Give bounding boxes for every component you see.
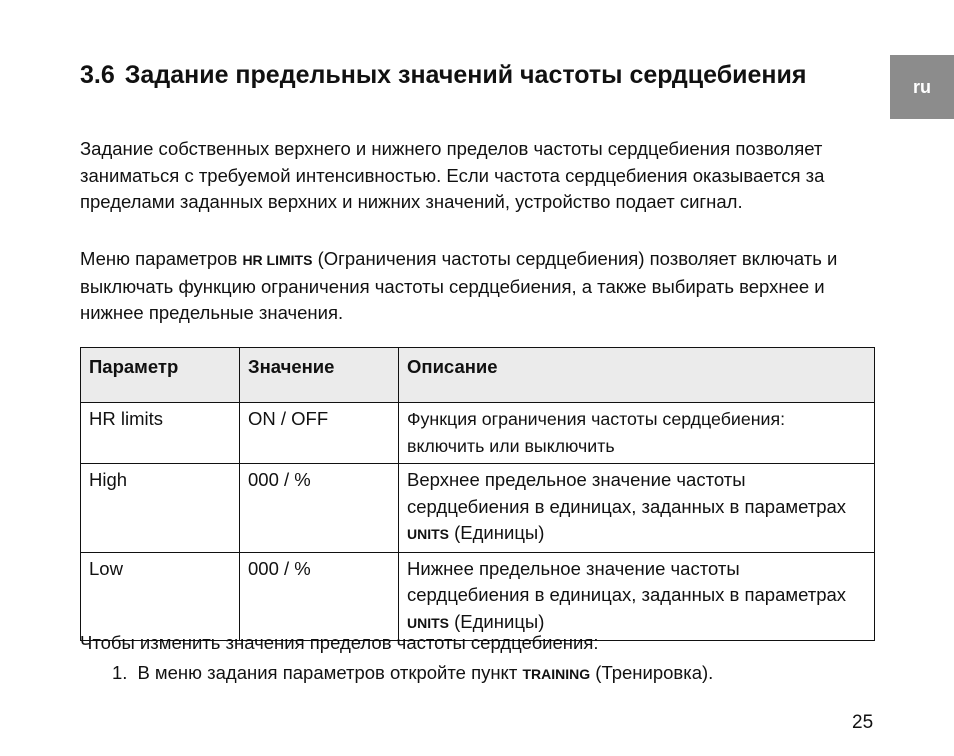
header-parameter: Параметр [81,348,240,403]
header-value: Значение [240,348,399,403]
step-text: В меню задания параметров откройте пункт [137,662,523,683]
param-cell: High [81,464,240,553]
description-text: Верхнее предельное значение частоты сердцебиения в единицах, заданных в параметрах [407,469,847,517]
section-number: 3.6 [80,61,115,89]
description-cell [399,464,875,553]
menu-name-hr-limits: HR LIMITS [242,252,313,268]
intro-paragraph: Задание собственных верхнего и нижнего пределов частоты сердцебиения позволяет заниматься с требуемой интенсивностью. Если частота сердцебиения оказывается за пределами заданных верхних и нижних значений, устройство подает сигнал. [80,138,825,212]
value-cell: ON / OFF [240,403,399,464]
table-row [81,464,875,553]
step-text-after: (Тренировка). [590,662,714,683]
description-tail: (Единицы) [449,522,545,543]
table-row [81,552,875,641]
value-cell: 000 / % [240,552,399,641]
param-cell: Low [81,552,240,641]
table-header-row [81,348,875,403]
menu-paragraph-before: Меню параметров [80,248,243,269]
menu-paragraph-after: (Ограничения частоты сердцебиения) позволяет включать и выключать функцию ограничения частоты сердцебиения, а также выбирать верхнее и нижнее предельные значения. [80,248,838,323]
menu-name-units: UNITS [407,614,449,631]
value-cell: 000 / % [240,464,399,553]
language-tab-label: ru [913,76,931,97]
language-tab [890,55,954,119]
description-tail: (Единицы) [449,610,545,632]
page-number: 25 [852,712,874,733]
description-text: Нижнее предельное значение частоты сердцебиения в единицах, заданных в параметрах [407,557,847,605]
menu-name-training: TRAINING [522,666,591,682]
section-heading [80,58,820,92]
parameters-table [80,347,875,641]
instructions-intro: Чтобы изменить значения пределов частоты сердцебиения: [80,632,599,653]
param-cell: HR limits [81,403,240,464]
description-text: Функция ограничения частоты сердцебиения: включить или выключить [407,409,786,456]
section-title: Задание предельных значений частоты сердцебиения [124,61,807,89]
step-item [112,660,713,687]
table-row [81,403,875,464]
menu-name-units: UNITS [407,526,449,542]
step-index: 1. [112,662,128,683]
description-cell [399,552,875,641]
header-description: Описание [399,348,875,403]
description-cell [399,403,875,464]
menu-paragraph [80,246,880,327]
